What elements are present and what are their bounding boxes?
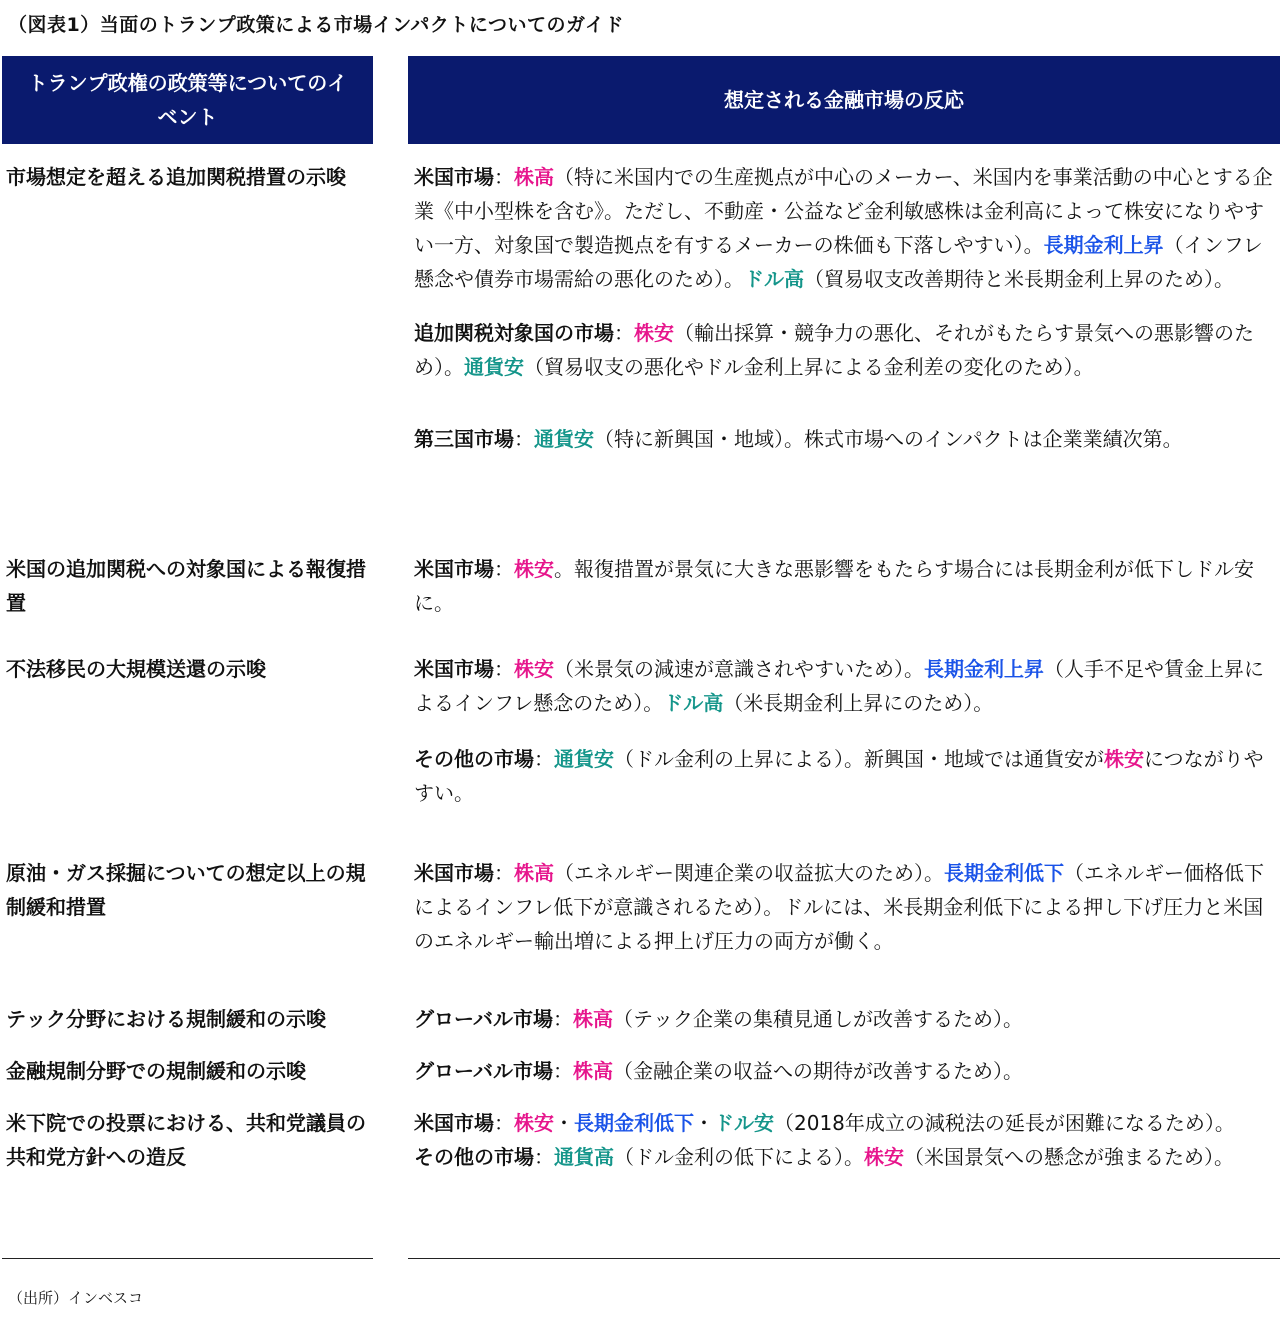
reaction-text: （ドル金利の低下による）。: [614, 1145, 864, 1169]
rate-reaction: 長期金利上昇: [1043, 233, 1164, 257]
event-cell: 原油・ガス採掘についての想定以上の規制緩和措置: [6, 861, 366, 919]
label-text: 米国市場: [414, 1111, 494, 1135]
reaction-text: 。報復措置が景気に大きな悪影響をもたらす場合には長期金利が低下しドル安に。: [414, 557, 1254, 615]
equity-reaction: 株安: [514, 657, 554, 681]
label-text: 米国市場: [414, 657, 494, 681]
equity-reaction: 株安: [634, 321, 674, 345]
currency-reaction: ドル高: [744, 267, 804, 291]
reaction-text: ：: [614, 321, 634, 345]
reaction-text: ：: [494, 1111, 514, 1135]
source-note: （出所）インベスコ: [8, 1289, 144, 1307]
equity-reaction: 株安: [1104, 747, 1144, 771]
reaction-paragraph: [414, 1106, 1276, 1140]
reaction-cell: [414, 652, 1276, 810]
label-text: その他の市場: [414, 747, 534, 771]
label-text: その他の市場: [414, 1145, 534, 1169]
equity-reaction: 株安: [514, 557, 554, 581]
header-events: トランプ政権の政策等についてのイベント: [2, 56, 373, 144]
reaction-cell: [414, 552, 1276, 620]
reaction-cell: [414, 160, 1276, 456]
reaction-paragraph: [414, 742, 1276, 810]
page-title: （図表1）当面のトランプ政策による市場インパクトについてのガイド: [8, 14, 624, 36]
reaction-paragraph: [414, 1002, 1276, 1036]
event-cell: 金融規制分野での規制緩和の示唆: [6, 1059, 306, 1083]
reaction-text: ：: [553, 1007, 573, 1031]
reaction-text: ：: [514, 427, 534, 451]
label-text: グローバル市場: [414, 1059, 553, 1083]
reaction-text: （米景気の減速が意識されやすいため）。: [554, 657, 924, 681]
equity-reaction: 株安: [864, 1145, 904, 1169]
event-cell: 米下院での投票における、共和党議員の共和党方針への造反: [6, 1111, 366, 1169]
reaction-text: につながりやすい。: [414, 747, 1264, 805]
equity-reaction: 株高: [514, 165, 554, 189]
event-cell: テック分野における規制緩和の示唆: [6, 1007, 326, 1031]
currency-reaction: 通貨安: [554, 747, 614, 771]
equity-reaction: 株高: [514, 861, 554, 885]
equity-reaction: 株高: [573, 1007, 613, 1031]
bottom-rule-left: [2, 1258, 373, 1259]
equity-reaction: 株安: [514, 1111, 554, 1135]
reaction-paragraph: [414, 856, 1276, 958]
reaction-paragraph: [414, 1054, 1276, 1088]
reaction-text: （ドル金利の上昇による）。新興国・地域では通貨安が: [614, 747, 1104, 771]
reaction-text: ：: [553, 1059, 573, 1083]
reaction-text: （インフレ懸念や債券市場需給の悪化のため）。: [414, 233, 1263, 291]
reaction-text: （人手不足や賃金上昇によるインフレ懸念のため）。: [414, 657, 1264, 715]
currency-reaction: 通貨安: [464, 355, 524, 379]
reaction-text: （エネルギー関連企業の収益拡大のため）。: [554, 861, 944, 885]
label-text: 米国市場: [414, 165, 494, 189]
reaction-paragraph: [414, 316, 1276, 384]
currency-reaction: ドル安: [714, 1111, 774, 1135]
reaction-paragraph: [414, 160, 1276, 296]
reaction-text: ：: [494, 165, 514, 189]
bottom-rule-right: [408, 1258, 1280, 1259]
header-reactions: 想定される金融市場の反応: [408, 56, 1280, 144]
reaction-cell: [414, 856, 1276, 958]
event-cell: 市場想定を超える追加関税措置の示唆: [6, 165, 346, 189]
reaction-paragraph: [414, 552, 1276, 620]
label-text: 米国市場: [414, 557, 494, 581]
currency-reaction: 通貨高: [554, 1145, 614, 1169]
rate-reaction: 長期金利上昇: [924, 657, 1044, 681]
currency-reaction: ドル高: [663, 691, 724, 715]
equity-reaction: 株高: [573, 1059, 613, 1083]
rate-reaction: 長期金利低下: [944, 861, 1064, 885]
label-text: 米国市場: [414, 861, 494, 885]
reaction-text: ：: [494, 861, 514, 885]
reaction-text: （貿易収支の悪化やドル金利上昇による金利差の変化のため）。: [524, 355, 1094, 379]
reaction-paragraph: [414, 652, 1276, 720]
reaction-text: （金融企業の収益への期待が改善するため）。: [613, 1059, 1023, 1083]
label-text: グローバル市場: [414, 1007, 553, 1031]
reaction-text: ：: [494, 657, 514, 681]
reaction-text: （貿易収支改善期待と米長期金利上昇のため）。: [804, 267, 1234, 291]
reaction-text: （特に米国内での生産拠点が中心のメーカー、米国内を事業活動の中心とする企業《中小型株を含む》。ただし、不動産・公益など金利敏感株は金利高によって株安になりやすい一方、対象国で製造拠点を有するメーカーの株価も下落しやすい）。: [414, 165, 1273, 257]
reaction-paragraph: [414, 422, 1276, 456]
label-text: 追加関税対象国の市場: [414, 321, 614, 345]
reaction-cell: [414, 1054, 1276, 1088]
label-text: 第三国市場: [414, 427, 514, 451]
reaction-text: （輸出採算・競争力の悪化、それがもたらす景気への悪影響のため）。: [414, 321, 1254, 379]
reaction-cell: [414, 1002, 1276, 1036]
reaction-text: ・: [694, 1111, 714, 1135]
reaction-text: （米長期金利上昇にのため）。: [723, 691, 994, 715]
reaction-cell: [414, 1106, 1276, 1174]
reaction-text: ：: [534, 1145, 554, 1169]
reaction-text: ・: [554, 1111, 574, 1135]
reaction-text: ：: [494, 557, 514, 581]
reaction-text: （エネルギー価格低下によるインフレ低下が意識されるため）。ドルには、米長期金利低下による押し下げ圧力と米国のエネルギー輸出増による押上げ圧力の両方が働く。: [414, 861, 1264, 953]
reaction-text: （2018年成立の減税法の延長が困難になるため）。: [774, 1111, 1235, 1135]
reaction-text: ：: [534, 747, 554, 771]
event-cell: 不法移民の大規模送還の示唆: [6, 657, 266, 681]
reaction-text: （米国景気への懸念が強まるため）。: [904, 1145, 1234, 1169]
reaction-text: （特に新興国・地域）。株式市場へのインパクトは企業業績次第。: [594, 427, 1183, 451]
reaction-text: （テック企業の集積見通しが改善するため）。: [613, 1007, 1023, 1031]
currency-reaction: 通貨安: [534, 427, 594, 451]
event-cell: 米国の追加関税への対象国による報復措置: [6, 557, 366, 615]
rate-reaction: 長期金利低下: [574, 1111, 694, 1135]
reaction-paragraph: [414, 1140, 1276, 1174]
